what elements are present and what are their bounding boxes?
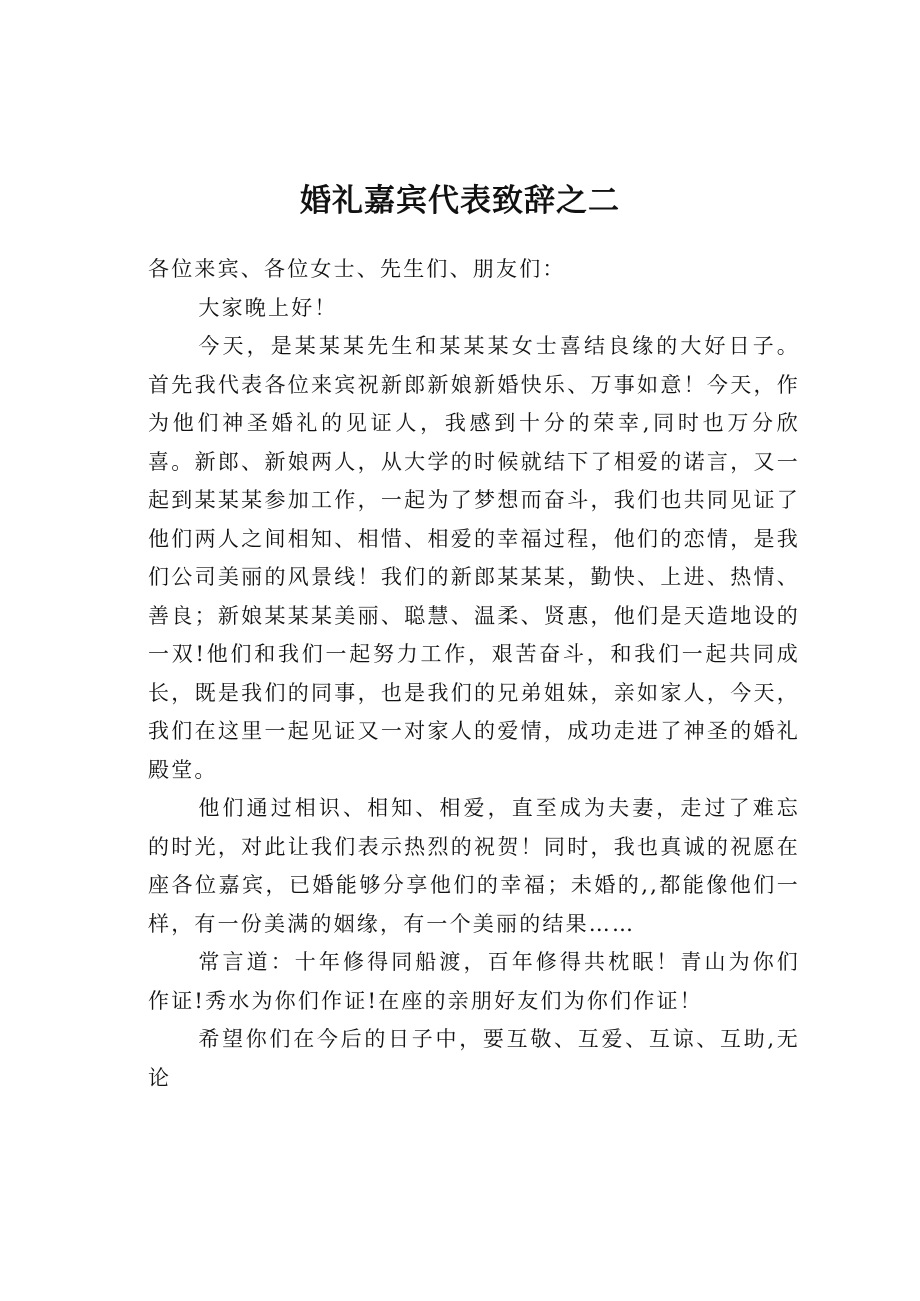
body-paragraph: 他们通过相识、相知、相爱，直至成为夫妻，走过了难忘的时光，对此让我们表示热烈的祝贺！同时，我也真诚的祝愿在座各位嘉宾，已婚能够分享他们的幸福；未婚的,,都能像他们一样，有一份美满的姻缘，有一个美丽的结果…… (148, 796, 800, 936)
document-title: 婚礼嘉宾代表致辞之二 (300, 182, 620, 219)
document-body (148, 250, 800, 1097)
body-paragraph: 希望你们在今后的日子中，要互敬、互爱、互谅、互助,无论 (148, 1027, 800, 1090)
greeting-paragraph: 大家晚上好！ (198, 295, 338, 320)
salutation-paragraph: 各位来宾、各位女士、先生们、朋友们： (148, 257, 566, 281)
body-paragraph: 常言道：十年修得同船渡，百年修得共枕眠！青山为你们作证!秀水为你们作证!在座的亲朋好友们为你们作证！ (148, 950, 800, 1013)
body-paragraph: 今天，是某某某先生和某某某女士喜结良缘的大好日子。首先我代表各位来宾祝新郎新娘新婚快乐、万事如意！今天，作为他们神圣婚礼的见证人，我感到十分的荣幸,同时也万分欣喜。新郎、新娘两人，从大学的时候就结下了相爱的诺言，又一起到某某某参加工作，一起为了梦想而奋斗，我们也共同见证了他们两人之间相知、相惜、相爱的幸福过程，他们的恋情，是我们公司美丽的风景线！我们的新郎某某某，勤快、上进、热情、善良；新娘某某某美丽、聪慧、温柔、贤惠，他们是天造地设的一双!他们和我们一起努力工作，艰苦奋斗，和我们一起共同成长，既是我们的同事，也是我们的兄弟姐妹，亲如家人，今天，我们在这里一起见证又一对家人的爱情，成功走进了神圣的婚礼殿堂。 (148, 334, 800, 782)
